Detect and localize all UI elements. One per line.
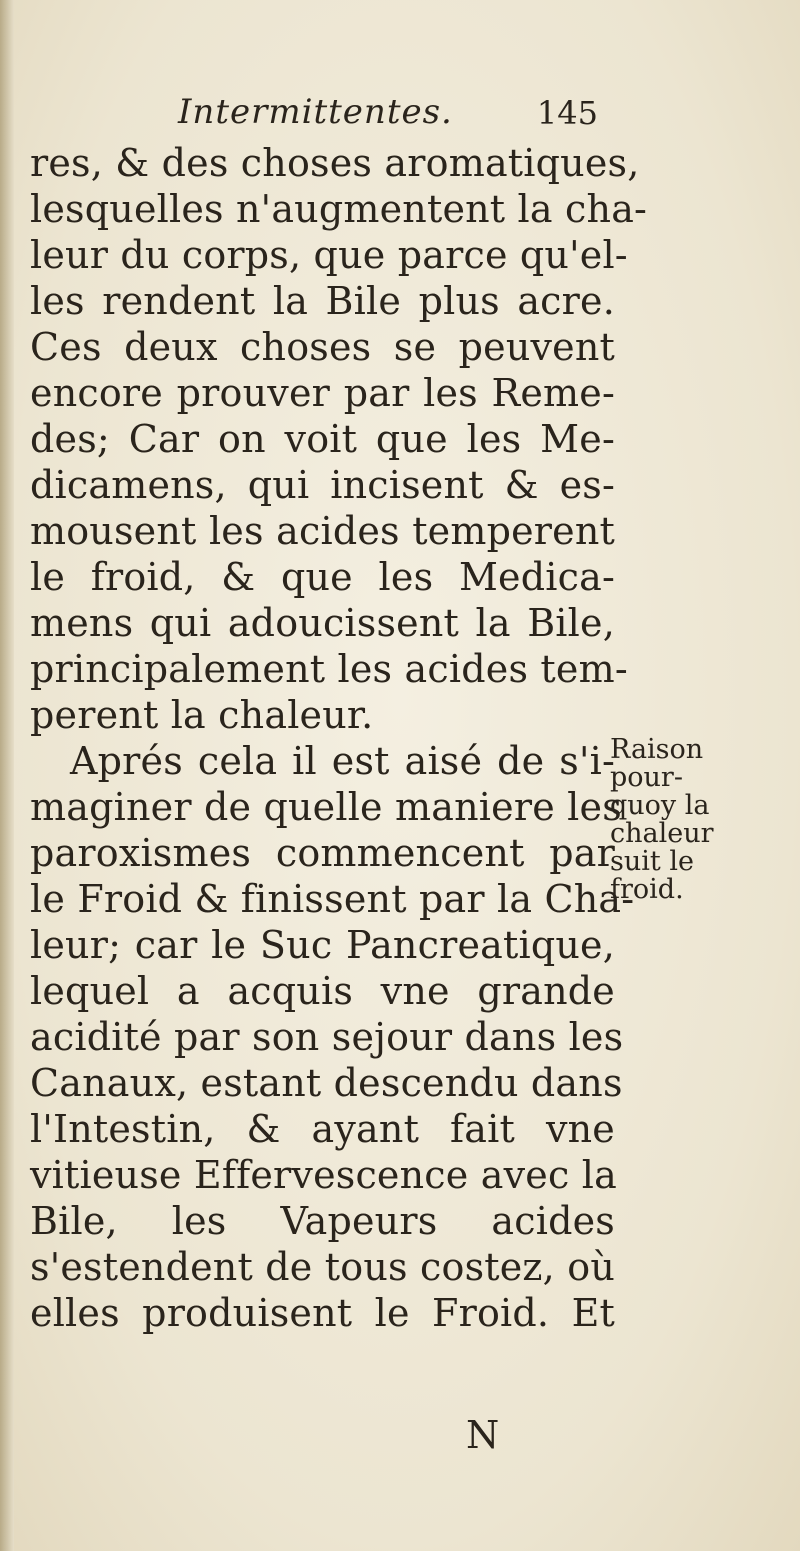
running-title: Intermittentes. xyxy=(178,92,453,132)
text-line: leur du corps, que parce qu'el- xyxy=(30,233,628,277)
text-line: lequel a acquis vne grande xyxy=(30,969,615,1013)
text-line: mousent les acides temperent xyxy=(30,509,615,553)
text-line: Ces deux choses se peuvent xyxy=(30,325,615,369)
text-line: leur; car le Suc Pancreatique, xyxy=(30,923,615,967)
text-line: res, & des choses aromatiques, xyxy=(30,141,640,185)
text-line: s'estendent de tous costez, où xyxy=(30,1245,615,1289)
marginal-line: froid. xyxy=(610,874,684,905)
text-line: perent la chaleur. xyxy=(30,693,374,737)
text-line: des; Car on voit que les Me- xyxy=(30,417,615,461)
marginal-line: chaleur xyxy=(610,818,714,849)
text-line: principalement les acides tem- xyxy=(30,647,628,691)
marginal-line: Raison xyxy=(610,734,704,765)
marginal-line: suit le xyxy=(610,846,694,877)
text-line: acidité par son sejour dans les xyxy=(30,1015,624,1059)
text-line: elles produisent le Froid. Et xyxy=(30,1291,615,1335)
page-edge-shadow xyxy=(0,0,14,1551)
text-line: lesquelles n'augmentent la cha- xyxy=(30,187,648,231)
text-line: le Froid & finissent par la Cha- xyxy=(30,877,635,921)
text-line: encore prouver par les Reme- xyxy=(30,371,615,415)
text-line: Bile, les Vapeurs acides xyxy=(30,1199,615,1243)
text-line: mens qui adoucissent la Bile, xyxy=(30,601,615,645)
page-header xyxy=(178,92,598,142)
marginal-line: quoy la xyxy=(610,790,710,821)
text-line: maginer de quelle maniere les xyxy=(30,785,622,829)
text-line: l'Intestin, & ayant fait vne xyxy=(30,1107,615,1151)
text-line: paroxismes commencent par xyxy=(30,831,615,875)
marginal-line: pour- xyxy=(610,762,683,793)
page-number: 145 xyxy=(536,94,598,132)
text-line: le froid, & que les Medica- xyxy=(30,555,615,599)
text-line: dicamens, qui incisent & es- xyxy=(30,463,615,507)
marginal-note xyxy=(610,736,745,904)
text-line: les rendent la Bile plus acre. xyxy=(30,279,615,323)
text-line: Canaux, estant descendu dans xyxy=(30,1061,623,1105)
text-line: vitieuse Effervescence avec la xyxy=(30,1153,617,1197)
signature-mark: N xyxy=(466,1413,500,1457)
text-line: Aprés cela il est aisé de s'i- xyxy=(70,739,615,783)
